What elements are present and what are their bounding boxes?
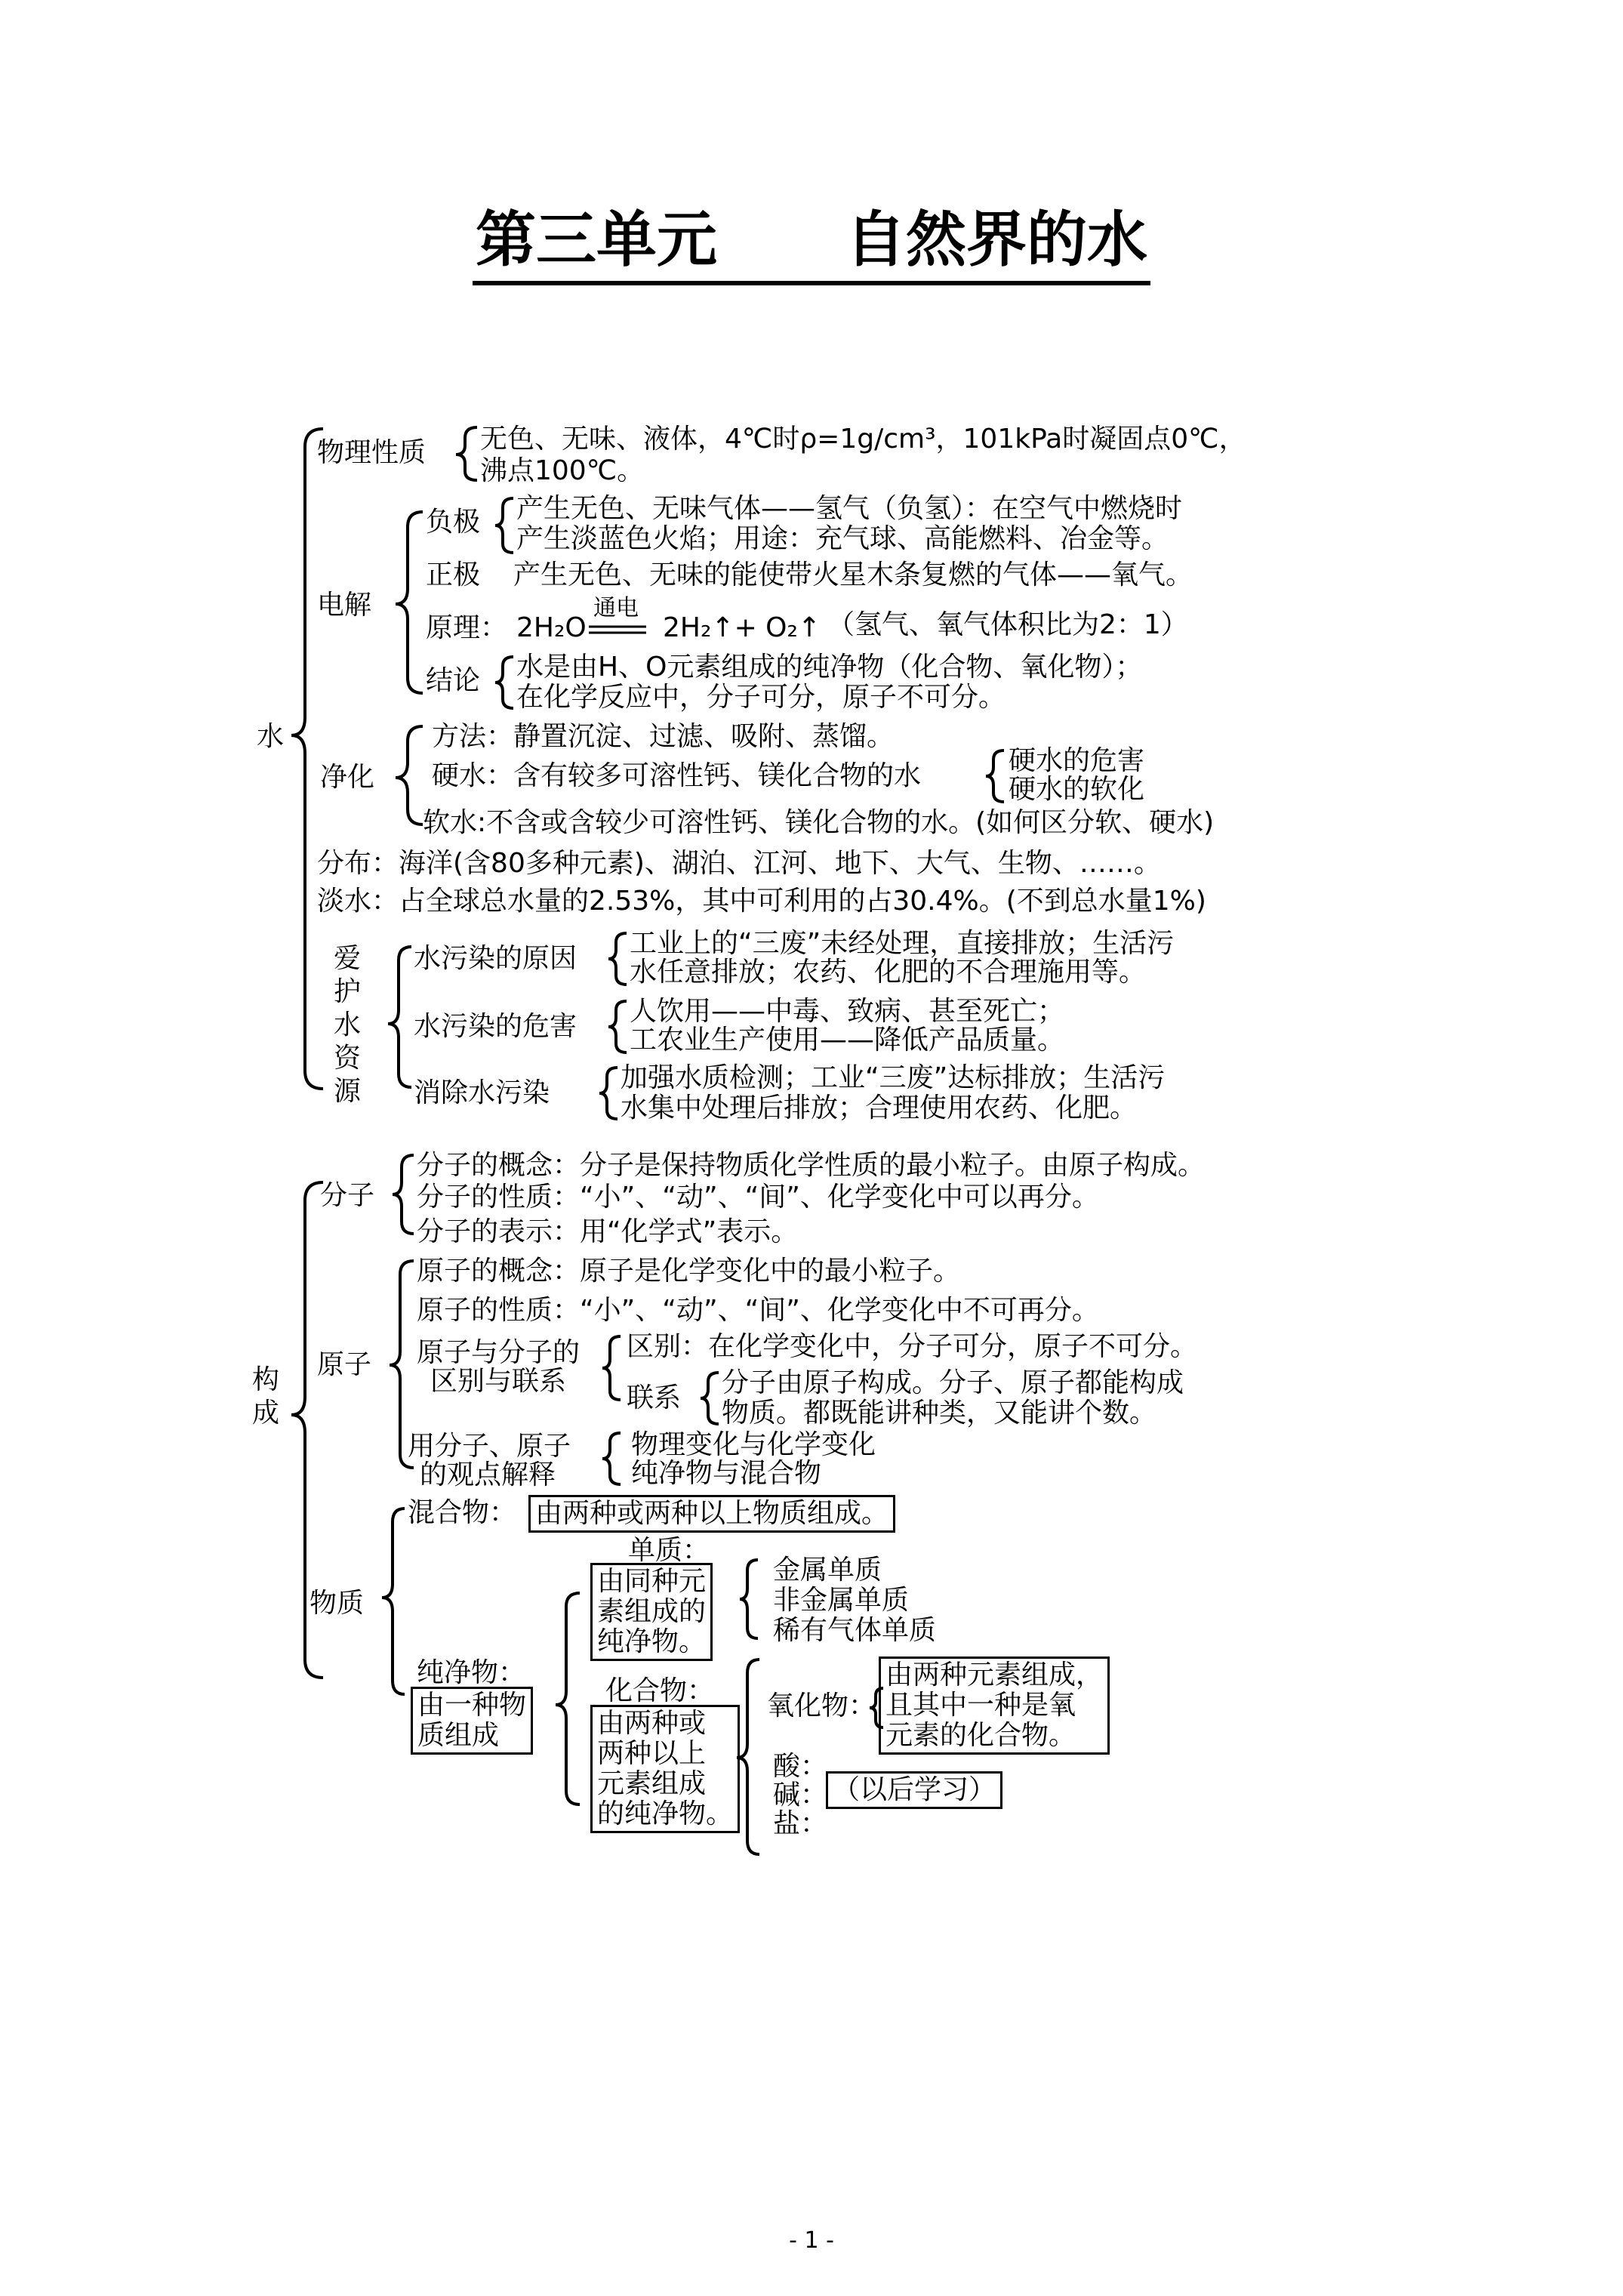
equation-right: 2H₂↑+ O₂↑ [663,612,821,643]
cause-label: 水污染的原因 [414,943,577,974]
molecule-property: 分子的性质：“小”、“动”、“间”、化学变化中可以再分。 [417,1182,1099,1213]
compound-def1: 由两种或 [597,1708,707,1739]
element-def2: 素组成的 [597,1596,707,1627]
elim-line1: 加强水质检测；工业“三废”达标排放；生活污 [621,1062,1166,1093]
pure-label: 纯净物： [417,1657,526,1688]
brace-elim [599,1068,617,1119]
mixture-definition: 由两种或两种以上物质组成。 [528,1495,895,1533]
physical-label: 物理性质 [317,437,427,468]
brace-negative [495,498,513,553]
title-part1: 第三单元 [476,205,717,275]
element-type-nonmetal: 非金属单质 [773,1585,910,1616]
element-type-noble: 稀有气体单质 [773,1615,937,1646]
element-def3: 纯净物。 [597,1626,707,1657]
oxide-def1: 由两种元素组成， [885,1660,1104,1690]
brace-electrolysis [396,512,423,693]
brace-element [740,1560,758,1638]
brace-molecule [393,1155,414,1234]
negative-line2: 产生淡蓝色火焰；用途：充气球、高能燃料、冶金等。 [516,523,1169,554]
brace-purify [396,726,423,824]
hard-sub2: 硬水的软化 [1009,774,1145,805]
hard-sub1: 硬水的危害 [1009,745,1145,776]
link-line1: 分子由原子构成。分子、原子都能构成 [722,1367,1184,1398]
mixture-label: 混合物： [408,1497,517,1528]
purify-method: 方法：静置沉淀、过滤、吸附、蒸馏。 [432,721,895,752]
element-def1: 由同种元 [597,1566,707,1597]
positive-label: 正极 [426,559,481,590]
relation-label2: 区别与联系 [430,1366,567,1397]
later-study: （以后学习） [826,1771,1002,1809]
brace-harm [608,1001,627,1052]
atom-property: 原子的性质：“小”、“动”、“间”、化学变化中不可再分。 [417,1295,1099,1326]
physical-line1: 无色、无味、液体，4℃时ρ=1g/cm³，101kPa时凝固点0℃， [480,424,1246,455]
oxide-definition [879,1657,1110,1755]
elim-line2: 水集中处理后排放；合理使用农药、化肥。 [621,1093,1138,1123]
physical-line2: 沸点100℃。 [480,455,645,486]
compound-def2: 两种以上 [597,1738,707,1769]
brace-physical [456,427,477,480]
acid-label: 酸： [773,1751,828,1782]
oxide-def2: 且其中一种是氧 [885,1690,1076,1721]
equation-note: （氢气、氧气体积比为2：1） [827,609,1188,640]
structure-root: 构成 [251,1364,279,1428]
equation-condition: 通电 [593,595,639,621]
harm-line2: 工农业生产使用——降低产品质量。 [630,1025,1065,1056]
negative-line1: 产生无色、无味气体——氢气（负氢）：在空气中燃烧时 [516,493,1183,524]
oxide-label: 氧化物： [767,1690,876,1721]
explain-line2: 纯净物与混合物 [631,1458,822,1489]
brace-compound [737,1660,759,1854]
element-definition [590,1563,713,1661]
relation-label1: 原子与分子的 [417,1337,581,1368]
brace-link [701,1373,719,1424]
brace-protect [388,947,411,1087]
explain-label2: 的观点解释 [420,1459,556,1490]
water-root: 水 [257,721,285,752]
atom-difference: 区别：在化学变化中，分子可分，原子不可分。 [627,1331,1198,1362]
principle-label: 原理： [426,612,508,643]
molecule-notation: 分子的表示：用“化学式”表示。 [417,1216,799,1247]
elim-label: 消除水污染 [414,1077,550,1108]
harm-label: 水污染的危害 [414,1011,577,1042]
compound-def3: 元素组成 [597,1768,707,1799]
link-line2: 物质。都既能讲种类，又能讲个数。 [722,1398,1157,1428]
purify-hard: 硬水：含有较多可溶性钙、镁化合物的水 [432,760,922,791]
element-label: 单质： [628,1535,710,1566]
harm-line1: 人饮用——中毒、致病、甚至死亡； [630,996,1065,1027]
explain-label1: 用分子、原子 [408,1431,571,1462]
equation-left: 2H₂O [516,612,587,643]
atom-label: 原子 [317,1349,372,1380]
cause-line2: 水任意排放；农药、化肥的不合理施用等。 [630,957,1147,988]
positive-text: 产生无色、无味的能使带火星木条复燃的气体——氧气。 [513,559,1193,590]
brace-relation [602,1336,621,1400]
conclusion-label: 结论 [426,665,481,696]
salt-label: 盐： [773,1808,828,1839]
brace-water [291,429,323,1089]
purify-soft: 软水:不含或含较少可溶性钙、镁化合物的水。(如何区分软、硬水) [423,807,1215,838]
brace-pure [556,1593,580,1804]
purify-label: 净化 [320,762,375,793]
brace-explain [602,1433,621,1484]
brace-matter [382,1509,405,1694]
protect-label: 爱护水资源 [333,943,361,1107]
brace-cause [608,933,627,985]
oxide-def3: 元素的化合物。 [885,1720,1076,1751]
atom-concept: 原子的概念：原子是化学变化中的最小粒子。 [417,1256,961,1287]
explain-line1: 物理变化与化学变化 [631,1429,876,1460]
link-label: 联系 [627,1382,682,1413]
element-type-metal: 金属单质 [773,1555,882,1586]
pure-definition [411,1687,533,1755]
cause-line1: 工业上的“三废”未经处理，直接排放；生活污 [630,928,1175,959]
molecule-concept: 分子的概念：分子是保持物质化学性质的最小粒子。由原子构成。 [417,1150,1206,1181]
negative-label: 负极 [426,507,481,538]
title-part2: 自然界的水 [845,205,1147,275]
base-label: 碱： [773,1780,828,1811]
electrolysis-label: 电解 [317,590,372,621]
conclusion-line1: 水是由H、O元素组成的纯净物（化合物、氧化物）； [516,652,1143,683]
compound-definition [590,1705,740,1833]
brace-conclusion [495,657,513,708]
brace-hard [986,750,1004,802]
matter-label: 物质 [310,1588,365,1619]
compound-def4: 的纯净物。 [597,1798,734,1829]
compound-label: 化合物： [605,1675,715,1706]
pure-def2: 质组成 [417,1720,500,1751]
pure-def1: 由一种物 [417,1690,527,1721]
molecule-label: 分子 [320,1180,375,1211]
conclusion-line2: 在化学反应中，分子可分，原子不可分。 [516,682,1006,713]
distribution: 分布：海洋(含80多种元素)、湖泊、江河、地下、大气、生物、……。 [317,848,1161,879]
page-number: - 1 - [789,2227,834,2254]
fresh-water: 淡水：占全球总水量的2.53%，其中可利用的占30.4%。(不到总水量1%) [317,886,1206,917]
